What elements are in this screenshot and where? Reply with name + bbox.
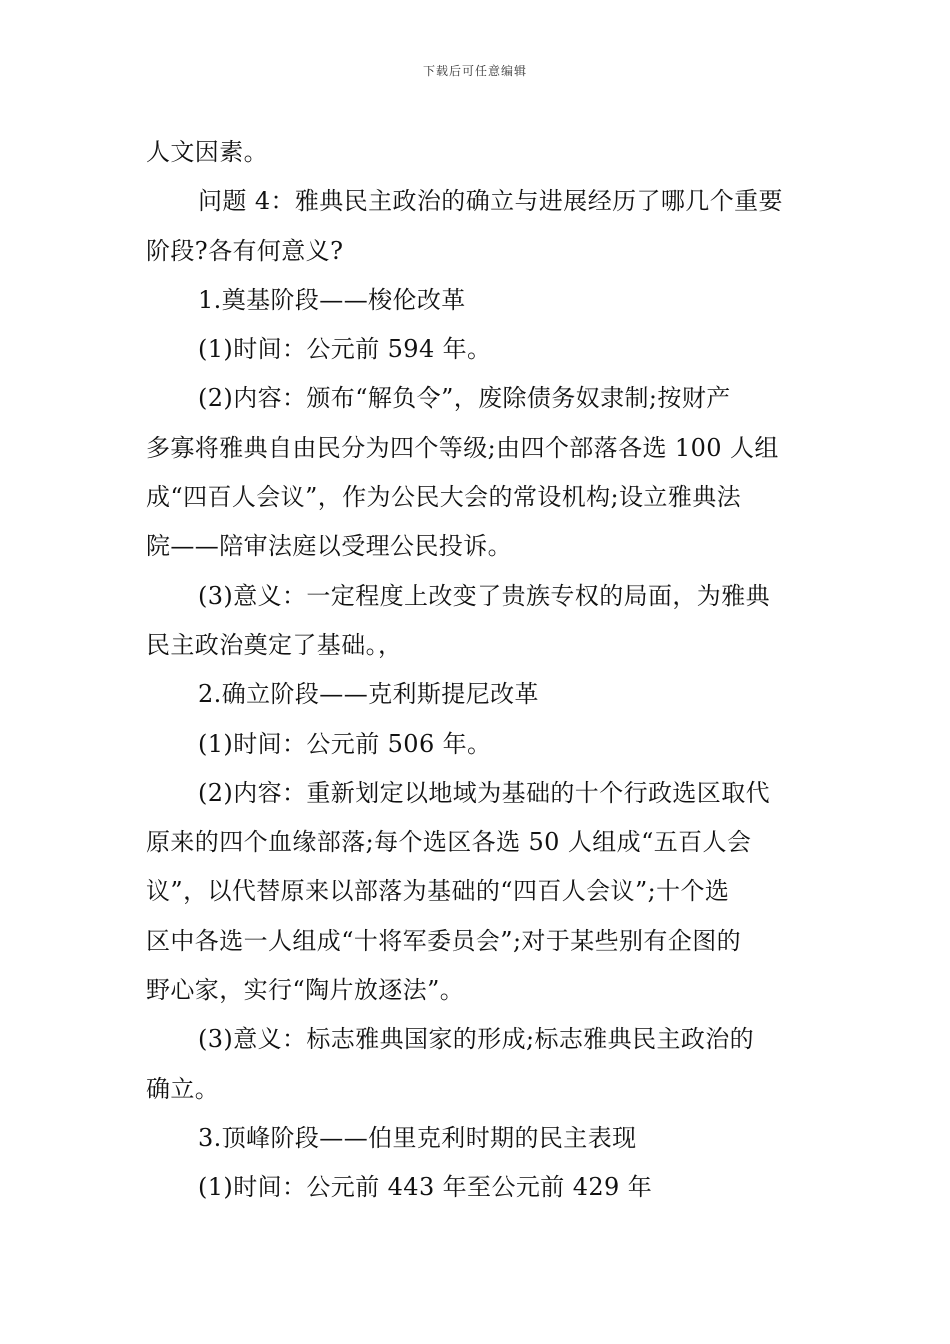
question-heading: 问题 4：雅典民主政治的确立与进展经历了哪几个重要 <box>198 187 783 216</box>
paragraph-line: 成“四百人会议”，作为公民大会的常设机构;设立雅典法 <box>146 483 742 512</box>
list-item: (2)内容：重新划定以地域为基础的十个行政选区取代 <box>198 778 770 807</box>
list-item: (1)时间：公元前 506 年。 <box>198 729 492 758</box>
paragraph-line: 民主政治奠定了基础。， <box>146 630 403 659</box>
list-item: (2)内容：颁布“解负令”，废除债务奴隶制;按财产 <box>198 384 731 413</box>
paragraph-line: 阶段?各有何意义? <box>146 236 344 265</box>
paragraph-line: 人文因素。 <box>146 138 268 166</box>
list-item: (3)意义：一定程度上改变了贵族专权的局面，为雅典 <box>198 581 770 610</box>
section-heading: 1.奠基阶段——梭伦改革 <box>198 285 466 314</box>
document-body <box>146 128 810 1213</box>
paragraph-line: 院——陪审法庭以受理公民投诉。 <box>146 532 512 561</box>
list-item: (1)时间：公元前 594 年。 <box>198 335 492 364</box>
section-heading: 3.顶峰阶段——伯里克利时期的民主表现 <box>198 1123 637 1152</box>
paragraph-line: 议”，以代替原来以部落为基础的“四百人会议”;十个选 <box>146 877 730 906</box>
paragraph-line: 野心家，实行“陶片放逐法”。 <box>146 976 465 1005</box>
paragraph-line: 多寡将雅典自由民分为四个等级;由四个部落各选 100 人组 <box>146 433 779 462</box>
paragraph-line: 确立。 <box>146 1074 220 1103</box>
list-item: (1)时间：公元前 443 年至公元前 429 年 <box>198 1173 653 1202</box>
paragraph-line: 原来的四个血缘部落;每个选区各选 50 人组成“五百人会 <box>146 828 752 857</box>
section-heading: 2.确立阶段——克利斯提尼改革 <box>198 680 539 709</box>
list-item: (3)意义：标志雅典国家的形成;标志雅典民主政治的 <box>198 1025 755 1054</box>
page-header: 下载后可任意编辑 <box>422 64 527 78</box>
paragraph-line: 区中各选一人组成“十将军委员会”;对于某些别有企图的 <box>146 926 742 955</box>
